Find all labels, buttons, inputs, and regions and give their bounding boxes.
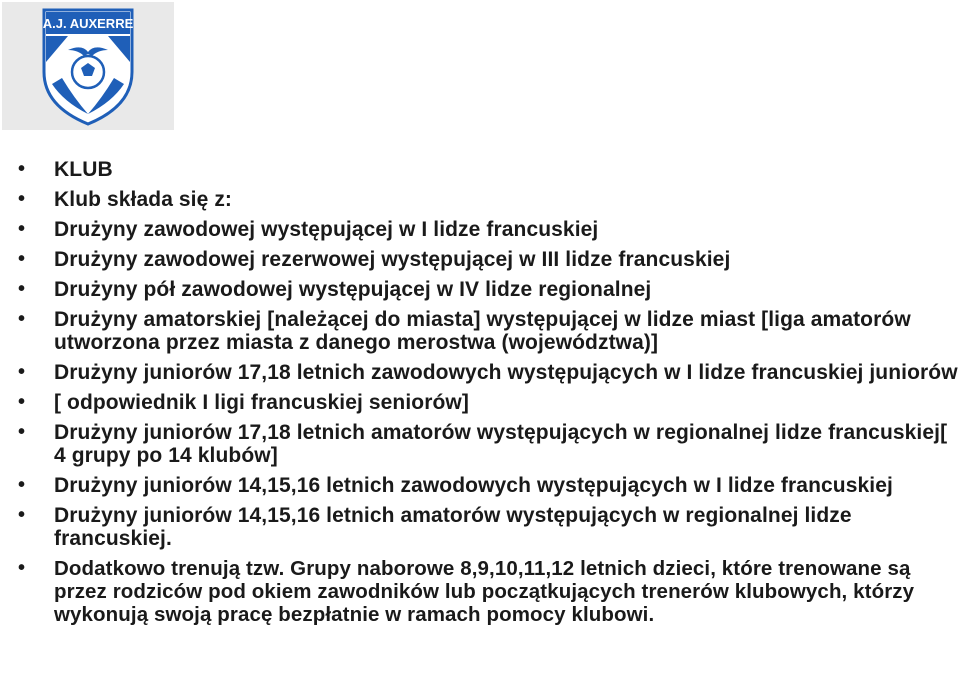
bullet-icon: • — [18, 188, 26, 210]
bullet-icon: • — [18, 421, 26, 443]
list-item — [10, 308, 960, 354]
list-item — [10, 421, 960, 467]
list-item — [10, 218, 960, 241]
logo-text: A.J. AUXERRE — [42, 16, 134, 31]
list-item-text: KLUB — [54, 158, 113, 181]
list-item-text: Drużyny juniorów 17,18 letnich amatorów występujących w regionalnej lidze francuskiej[ 4 grupy po 14 klubów] — [54, 421, 948, 467]
list-item — [10, 188, 960, 211]
club-logo — [2, 2, 174, 130]
list-item — [10, 557, 960, 626]
bullet-icon: • — [18, 557, 26, 579]
bullet-icon: • — [18, 474, 26, 496]
list-item-text: Drużyny amatorskiej [należącej do miasta] występującej w lidze miast [liga amatorów utworzona przez miasta z danego merostwa (województwa)] — [54, 308, 911, 354]
list-item — [10, 391, 960, 414]
list-item-text: [ odpowiednik I ligi francuskiej seniorów] — [54, 391, 469, 414]
list-item — [10, 248, 960, 271]
bullet-icon: • — [18, 308, 26, 330]
bullet-icon: • — [18, 391, 26, 413]
list-item — [10, 474, 960, 497]
auxerre-crest-image — [2, 2, 174, 130]
list-item-text: Klub składa się z: — [54, 188, 233, 211]
list-item-text: Drużyny zawodowej występującej w I lidze francuskiej — [54, 218, 599, 241]
list-item — [10, 278, 960, 301]
bullet-icon: • — [18, 361, 26, 383]
list-item-text: Drużyny juniorów 17,18 letnich zawodowych występujących w I lidze francuskiej juniorów — [54, 361, 958, 384]
bullet-icon: • — [18, 158, 26, 180]
list-item-text: Drużyny juniorów 14,15,16 letnich amatorów występujących w regionalnej lidze francuskiej. — [54, 504, 852, 550]
bullet-icon: • — [18, 248, 26, 270]
list-item-text: Dodatkowo trenują tzw. Grupy naborowe 8,9,10,11,12 letnich dzieci, które trenowane są przez rodziców pod okiem zawodników lub początkujących trenerów klubowych, którzy wykonują swoją pracę bezpłatnie w ramach pomocy klubowi. — [54, 557, 915, 626]
list-item-text: Drużyny zawodowej rezerwowej występującej w III lidze francuskiej — [54, 248, 731, 271]
list-item-text: Drużyny juniorów 14,15,16 letnich zawodowych występujących w I lidze francuskiej — [54, 474, 893, 497]
bullet-list — [10, 158, 960, 626]
bullet-icon: • — [18, 504, 26, 526]
slide-content — [10, 158, 960, 633]
bullet-icon: • — [18, 278, 26, 300]
list-item — [10, 504, 960, 550]
list-item — [10, 361, 960, 384]
list-item — [10, 158, 960, 181]
bullet-icon: • — [18, 218, 26, 240]
list-item-text: Drużyny pół zawodowej występującej w IV lidze regionalnej — [54, 278, 652, 301]
